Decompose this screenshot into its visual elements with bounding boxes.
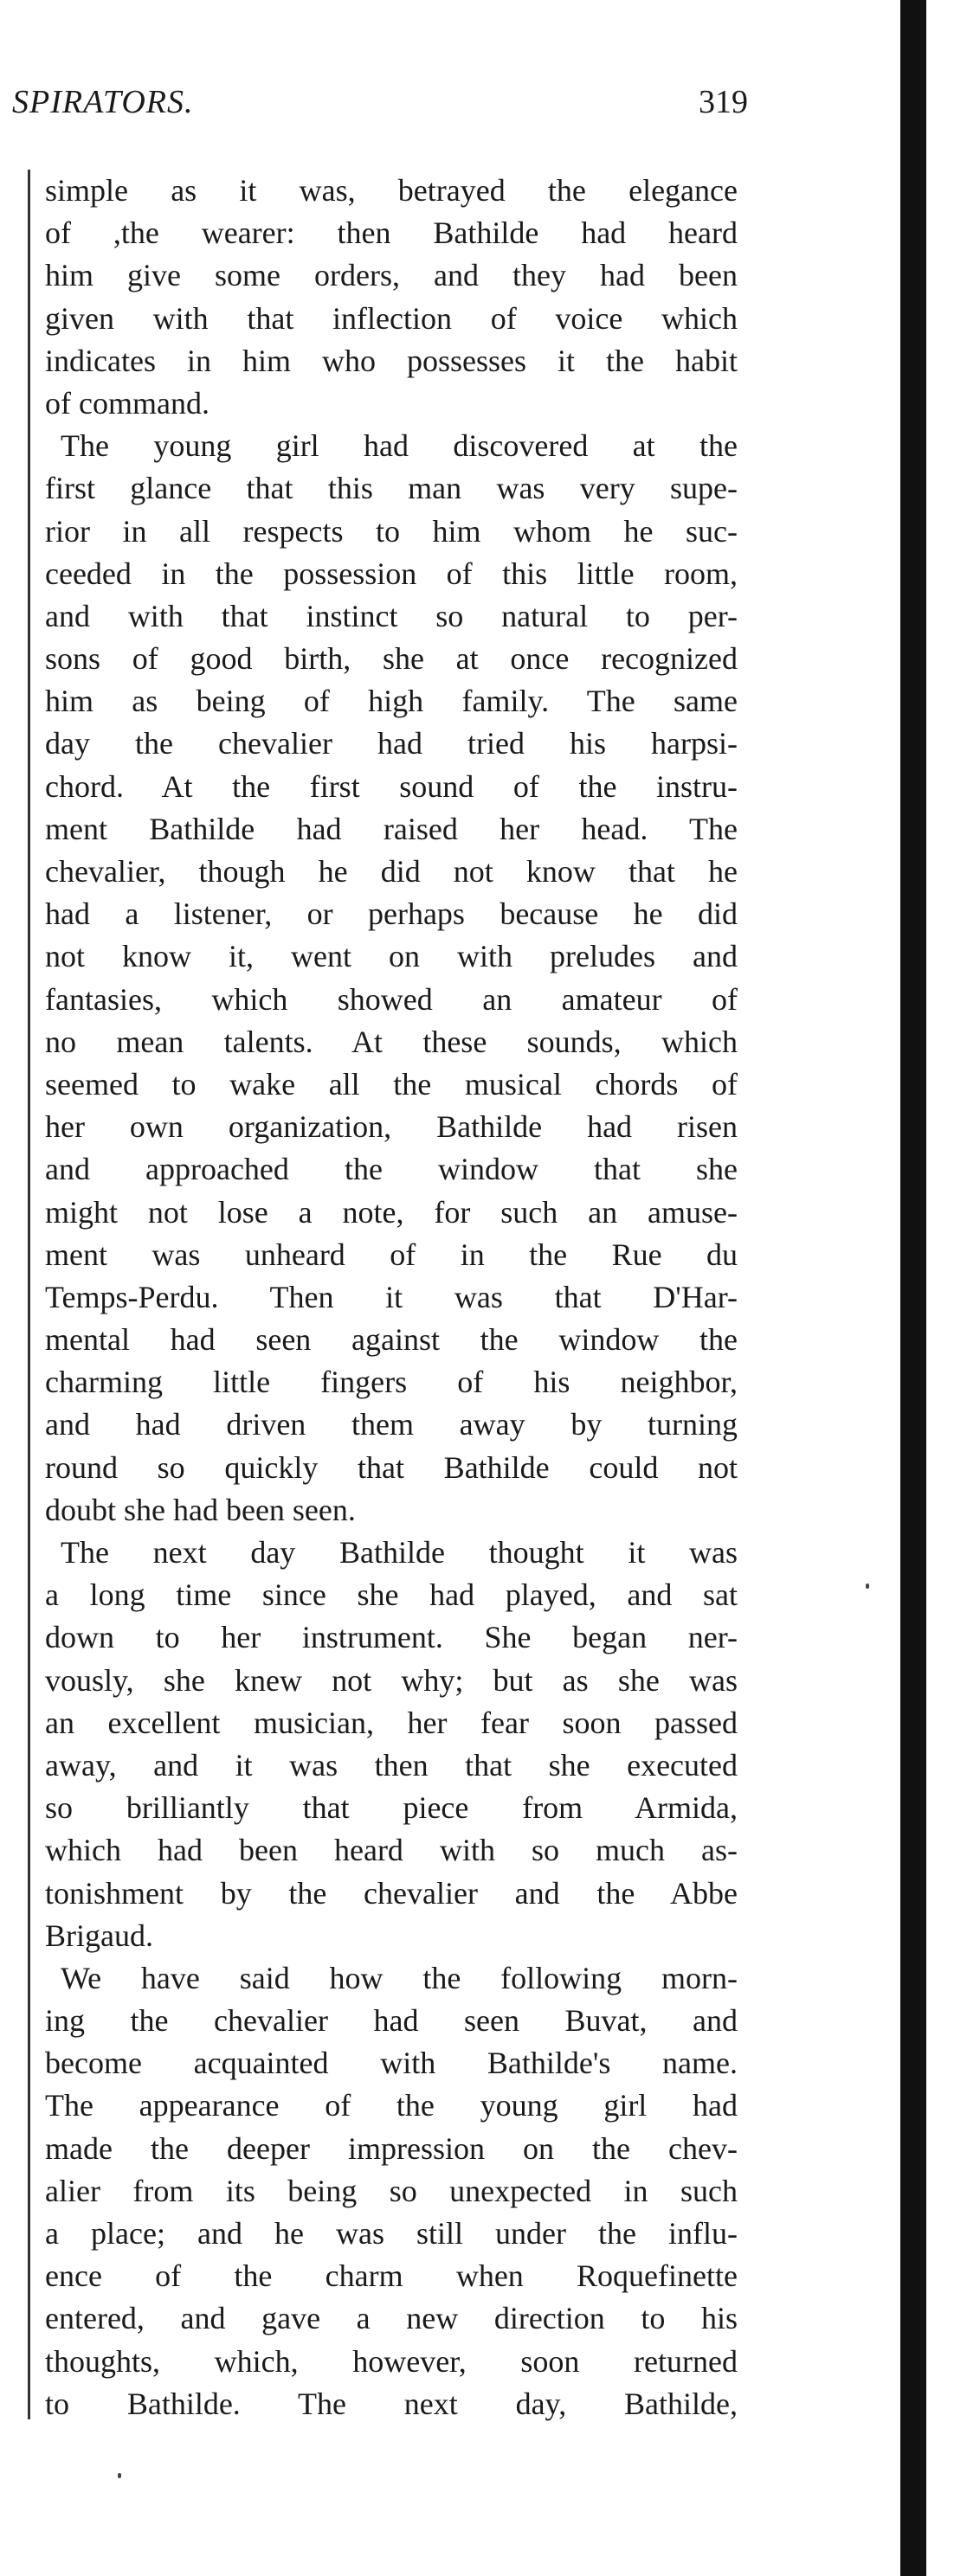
text-line: We have said how the following morn- (45, 1960, 738, 1995)
text-line: round so quickly that Bathilde could not (45, 1449, 738, 1485)
text-line: chevalier, though he did not know that he (45, 854, 738, 889)
text-line: vously, she knew not why; but as she was (45, 1662, 738, 1698)
text-line: fantasies, which showed an amateur of (45, 981, 738, 1017)
page-edge-shadow (900, 0, 926, 2576)
text-line: not know it, went on with preludes and (45, 939, 738, 974)
text-line: doubt she had been seen. (45, 1492, 356, 1527)
text-line: an excellent musician, her fear soon passed (45, 1705, 738, 1740)
text-line: The next day Bathilde thought it was (45, 1535, 738, 1570)
text-line: tonishment by the chevalier and the Abbe (45, 1875, 738, 1911)
page-number: 319 (699, 84, 748, 120)
text-line: a place; and he was still under the influ- (45, 2216, 738, 2251)
print-speck (118, 2473, 121, 2478)
text-line: rior in all respects to him whom he suc- (45, 513, 738, 549)
text-line: and had driven them away by turning (45, 1407, 738, 1442)
text-line: him as being of high family. The same (45, 684, 738, 719)
text-line: her own organization, Bathilde had risen (45, 1109, 738, 1145)
text-line: mental had seen against the window the (45, 1322, 738, 1358)
text-line: away, and it was then that she executed (45, 1747, 738, 1783)
text-line: had a listener, or perhaps because he did (45, 896, 738, 932)
text-line: indicates in him who possesses it the habit (45, 343, 738, 378)
running-head (12, 83, 748, 123)
text-line: ing the chevalier had seen Buvat, and (45, 2003, 738, 2039)
text-line: ment was unheard of in the Rue du (45, 1237, 738, 1272)
text-line: The appearance of the young girl had (45, 2088, 738, 2123)
text-line: might not lose a note, for such an amuse- (45, 1194, 738, 1230)
text-line: no mean talents. At these sounds, which (45, 1024, 738, 1059)
text-line: of ,the wearer: then Bathilde had heard (45, 215, 738, 251)
text-line: so brilliantly that piece from Armida, (45, 1790, 738, 1826)
text-line: The young girl had discovered at the (45, 428, 738, 464)
text-line: become acquainted with Bathilde's name. (45, 2046, 738, 2081)
text-line: chord. At the first sound of the instru- (45, 768, 738, 804)
text-line: of command. (45, 385, 209, 421)
text-line: made the deeper impression on the chev- (45, 2130, 738, 2166)
text-line: Brigaud. (45, 1918, 153, 1953)
print-speck (866, 1584, 869, 1589)
text-line: alier from its being so unexpected in such (45, 2173, 738, 2208)
text-line: a long time since she had played, and sat (45, 1577, 738, 1613)
text-line: and with that instinct so natural to per- (45, 598, 738, 633)
text-line: first glance that this man was very supe- (45, 471, 738, 506)
text-line: which had been heard with so much as- (45, 1833, 738, 1868)
text-line: ence of the charm when Roquefinette (45, 2258, 738, 2294)
text-line: and approached the window that she (45, 1152, 738, 1187)
text-line: down to her instrument. She began ner- (45, 1620, 738, 1655)
text-line: to Bathilde. The next day, Bathilde, (45, 2386, 738, 2421)
text-line: ceeded in the possession of this little room, (45, 556, 738, 591)
running-title: SPIRATORS. (12, 84, 194, 120)
text-line: sons of good birth, she at once recognized (45, 641, 738, 677)
text-line: him give some orders, and they had been (45, 258, 738, 293)
margin-rule (28, 170, 30, 2419)
text-line: simple as it was, betrayed the elegance (45, 173, 738, 208)
text-line: thoughts, which, however, soon returned (45, 2343, 738, 2379)
text-line: given with that inflection of voice which (45, 300, 738, 336)
text-line: entered, and gave a new direction to his (45, 2301, 738, 2336)
text-line: day the chevalier had tried his harpsi- (45, 726, 738, 761)
text-line: seemed to wake all the musical chords of (45, 1066, 738, 1102)
body-text (45, 170, 738, 2425)
text-line: charming little fingers of his neighbor, (45, 1365, 738, 1400)
text-line: Temps-Perdu. Then it was that D'Har- (45, 1279, 738, 1314)
text-line: ment Bathilde had raised her head. The (45, 811, 738, 846)
